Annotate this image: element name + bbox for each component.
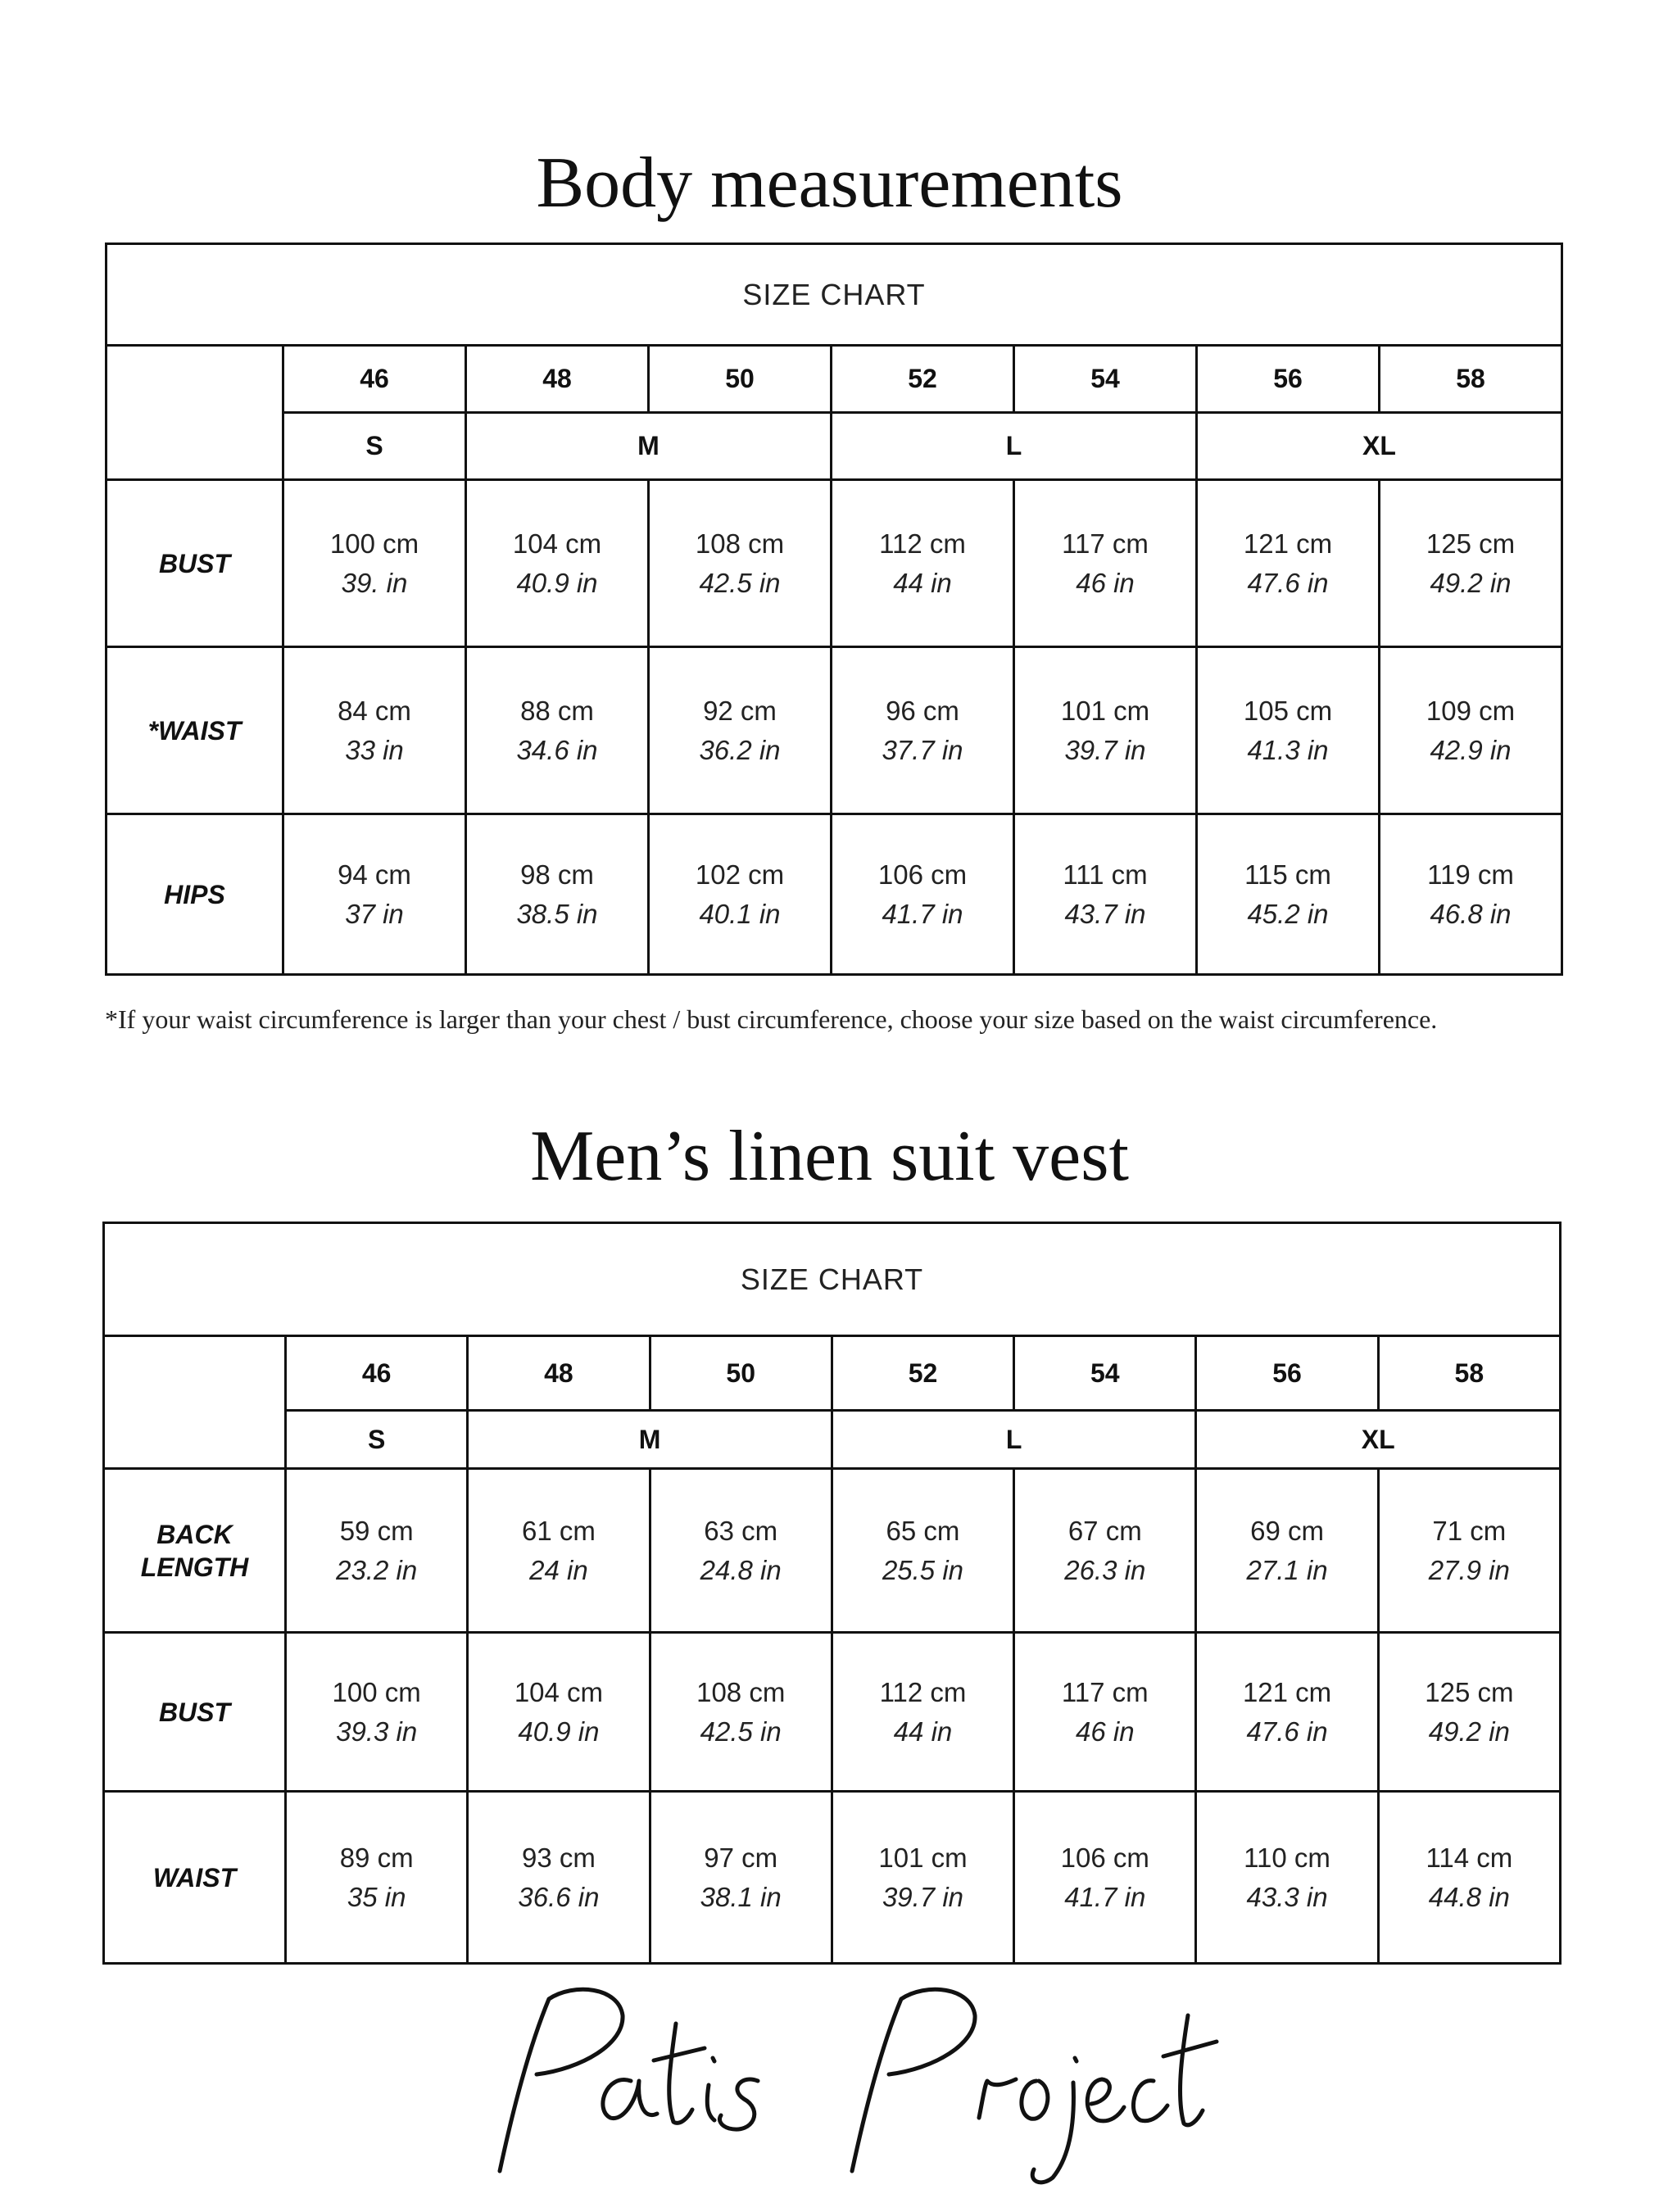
measurement-cell: 115 cm 45.2 in — [1197, 814, 1380, 975]
measurement-cell: 108 cm 42.5 in — [650, 1633, 832, 1792]
patis-project-signature-logo — [442, 1966, 1229, 2196]
logo-letter-p1 — [500, 1989, 623, 2171]
size-letter-cell: M — [466, 413, 832, 480]
measurement-cell: 104 cm 40.9 in — [466, 480, 649, 647]
size-number-cell: 48 — [466, 346, 649, 413]
row-label-hips: HIPS — [107, 814, 283, 975]
measurement-cell: 117 cm 46 in — [1014, 480, 1197, 647]
measurement-cell: 101 cm 39.7 in — [1014, 647, 1197, 814]
measurement-cell: 105 cm 41.3 in — [1197, 647, 1380, 814]
measurement-cell: 63 cm 24.8 in — [650, 1469, 832, 1633]
measurement-cell: 88 cm 34.6 in — [466, 647, 649, 814]
table-row — [104, 1469, 1561, 1633]
measurement-cell: 67 cm 26.3 in — [1014, 1469, 1196, 1633]
size-number-cell: 58 — [1378, 1336, 1560, 1411]
measurement-cell: 104 cm 40.9 in — [468, 1633, 650, 1792]
table-row — [107, 647, 1562, 814]
measurement-cell: 97 cm 38.1 in — [650, 1792, 832, 1964]
size-number-cell: 56 — [1197, 346, 1380, 413]
row-label-waist: WAIST — [104, 1792, 286, 1964]
row-label-back-length: BACK LENGTH — [104, 1469, 286, 1633]
size-letter-cell: L — [832, 413, 1197, 480]
measurement-cell: 112 cm 44 in — [832, 1633, 1013, 1792]
size-number-cell: 58 — [1380, 346, 1562, 413]
logo-letter-a — [603, 2080, 657, 2119]
size-number-cell: 48 — [468, 1336, 650, 1411]
size-number-cell: 54 — [1014, 346, 1197, 413]
measurement-cell: 92 cm 36.2 in — [649, 647, 832, 814]
logo-letter-e — [1087, 2079, 1124, 2121]
measurement-cell: 61 cm 24 in — [468, 1469, 650, 1633]
measurement-cell: 121 cm 47.6 in — [1196, 1633, 1378, 1792]
measurement-cell: 71 cm 27.9 in — [1378, 1469, 1560, 1633]
measurement-cell: 119 cm 46.8 in — [1380, 814, 1562, 975]
measurement-cell: 125 cm 49.2 in — [1378, 1633, 1560, 1792]
size-number-cell: 56 — [1196, 1336, 1378, 1411]
suit-vest-table — [102, 1222, 1562, 1965]
logo-letter-i — [707, 2058, 714, 2120]
waist-footnote: *If your waist circumference is larger than your chest / bust circumference, choose your size based on the waist circumference. — [105, 1004, 1438, 1034]
row-label-waist: *WAIST — [107, 647, 283, 814]
measurement-cell: 94 cm 37 in — [283, 814, 466, 975]
suit-vest-title: Men’s linen suit vest — [530, 1117, 1129, 1196]
measurement-cell: 109 cm 42.9 in — [1380, 647, 1562, 814]
measurement-cell: 125 cm 49.2 in — [1380, 480, 1562, 647]
logo-letter-o — [1022, 2081, 1048, 2119]
logo-letter-j — [1032, 2058, 1077, 2183]
measurement-cell: 93 cm 36.6 in — [468, 1792, 650, 1964]
measurement-cell: 100 cm 39.3 in — [286, 1633, 468, 1792]
measurement-cell: 84 cm 33 in — [283, 647, 466, 814]
table-row — [104, 1792, 1561, 1964]
measurement-cell: 98 cm 38.5 in — [466, 814, 649, 975]
measurement-cell: 114 cm 44.8 in — [1378, 1792, 1560, 1964]
measurement-cell: 117 cm 46 in — [1014, 1633, 1196, 1792]
table-row — [104, 1633, 1561, 1792]
size-letter-cell: L — [832, 1411, 1196, 1469]
size-chart-header: SIZE CHART — [107, 244, 1562, 346]
size-chart-header: SIZE CHART — [104, 1223, 1561, 1336]
size-letter-cell: S — [286, 1411, 468, 1469]
measurement-cell: 110 cm 43.3 in — [1196, 1792, 1378, 1964]
body-measurements-table — [105, 243, 1563, 976]
measurement-cell: 89 cm 35 in — [286, 1792, 468, 1964]
measurement-cell: 96 cm 37.7 in — [832, 647, 1014, 814]
size-number-cell: 52 — [832, 1336, 1013, 1411]
logo-letter-t — [654, 2024, 705, 2123]
header-corner-cell — [107, 346, 283, 480]
size-number-cell: 50 — [650, 1336, 832, 1411]
measurement-cell: 111 cm 43.7 in — [1014, 814, 1197, 975]
logo-letter-t2 — [1163, 2015, 1217, 2125]
measurement-cell: 59 cm 23.2 in — [286, 1469, 468, 1633]
measurement-cell: 102 cm 40.1 in — [649, 814, 832, 975]
size-number-cell: 52 — [832, 346, 1014, 413]
size-number-cell: 46 — [283, 346, 466, 413]
size-number-cell: 50 — [649, 346, 832, 413]
row-label-bust: BUST — [104, 1633, 286, 1792]
size-letter-cell: XL — [1196, 1411, 1561, 1469]
measurement-cell: 69 cm 27.1 in — [1196, 1469, 1378, 1633]
size-number-cell: 46 — [286, 1336, 468, 1411]
logo-letter-s — [719, 2079, 758, 2129]
measurement-cell: 121 cm 47.6 in — [1197, 480, 1380, 647]
measurement-cell: 101 cm 39.7 in — [832, 1792, 1013, 1964]
size-letter-cell: M — [468, 1411, 832, 1469]
measurement-cell: 100 cm 39. in — [283, 480, 466, 647]
size-letter-cell: XL — [1197, 413, 1562, 480]
measurement-cell: 106 cm 41.7 in — [832, 814, 1014, 975]
measurement-cell: 65 cm 25.5 in — [832, 1469, 1013, 1633]
measurement-cell: 112 cm 44 in — [832, 480, 1014, 647]
size-letter-cell: S — [283, 413, 466, 480]
logo-letter-r — [979, 2079, 1016, 2118]
logo-letter-p2 — [852, 1989, 975, 2171]
table-row — [107, 814, 1562, 975]
measurement-cell: 106 cm 41.7 in — [1014, 1792, 1196, 1964]
logo-letter-c — [1133, 2081, 1167, 2121]
table-row — [107, 480, 1562, 647]
row-label-bust: BUST — [107, 480, 283, 647]
measurement-cell: 108 cm 42.5 in — [649, 480, 832, 647]
size-number-cell: 54 — [1014, 1336, 1196, 1411]
body-measurements-title: Body measurements — [536, 143, 1123, 223]
header-corner-cell — [104, 1336, 286, 1469]
